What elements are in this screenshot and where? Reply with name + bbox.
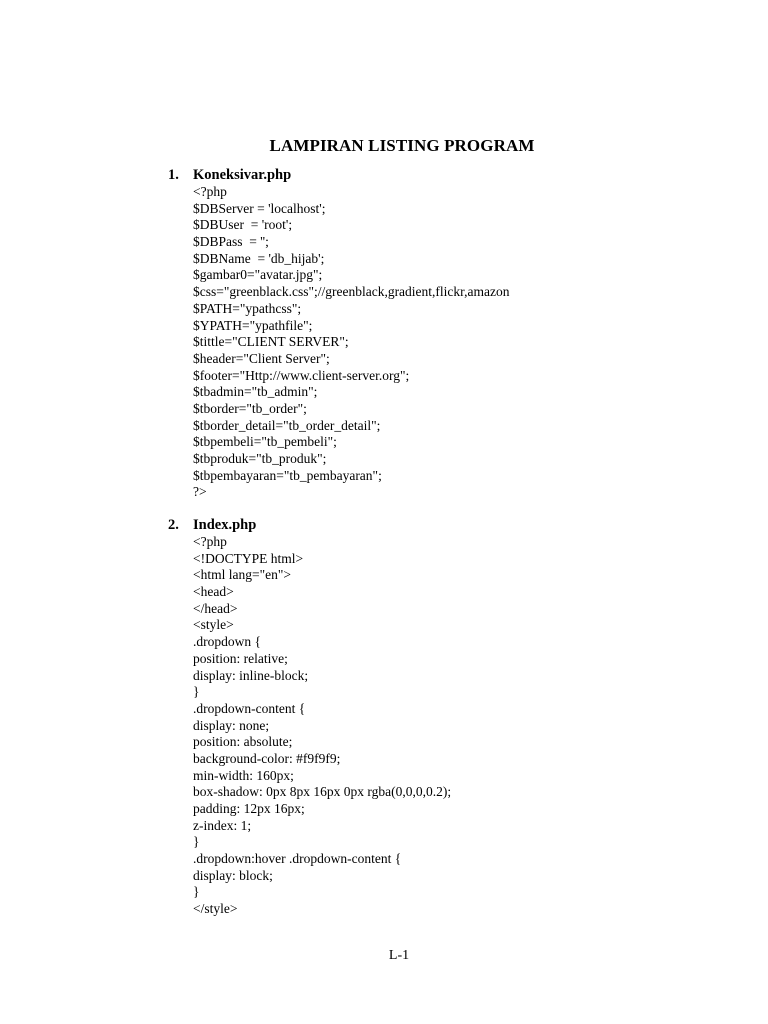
code-line: $footer="Http://www.client-server.org"; (193, 367, 410, 383)
code-line: position: absolute; (193, 734, 293, 750)
code-listing (168, 184, 728, 501)
code-line: $tbproduk="tb_produk"; (193, 451, 327, 466)
code-line: $DBPass = ''; (193, 234, 269, 250)
code-line: .dropdown { (193, 634, 261, 650)
section-heading (168, 167, 728, 184)
code-line: } (193, 884, 200, 900)
section-heading (168, 517, 728, 534)
code-line: $DBUser = 'root'; (193, 217, 293, 233)
code-line: .dropdown:hover .dropdown-content { (193, 851, 402, 867)
section-koneksivar (168, 167, 728, 501)
code-line: position: relative; (193, 650, 288, 666)
code-line: } (193, 834, 200, 850)
section-index (168, 517, 728, 918)
code-line: display: block; (193, 867, 273, 883)
section-number: 1. (168, 167, 179, 183)
code-line: display: none; (193, 717, 270, 733)
code-line: </style> (193, 901, 238, 917)
code-line: } (193, 684, 200, 700)
page-number: L-1 (388, 948, 410, 963)
code-line: <html lang="en"> (193, 567, 291, 583)
code-line: $tborder_detail="tb_order_detail"; (193, 417, 381, 433)
code-line: $tborder="tb_order"; (193, 400, 307, 416)
code-line: <style> (193, 617, 234, 633)
code-line: $css="greenblack.css";//greenblack,gradient,flickr,amazon (193, 284, 510, 300)
code-line: <!DOCTYPE html> (193, 550, 304, 566)
code-line: $PATH="ypathcss"; (193, 300, 302, 316)
code-line: $header="Client Server"; (193, 350, 330, 366)
code-line: $tbpembayaran="tb_pembayaran"; (193, 467, 382, 483)
code-line: $DBName = 'db_hijab'; (193, 250, 325, 266)
code-line: ?> (193, 484, 207, 500)
section-title: Koneksivar.php (193, 167, 292, 183)
code-line: z-index: 1; (193, 817, 252, 833)
code-line: $YPATH="ypathfile"; (193, 317, 313, 333)
page-title: LAMPIRAN LISTING PROGRAM (269, 136, 535, 155)
code-line: $DBServer = 'localhost'; (193, 200, 326, 216)
code-line: </head> (193, 600, 238, 616)
code-listing (168, 534, 728, 918)
code-line: padding: 12px 16px; (193, 801, 305, 816)
code-line: display: inline-block; (193, 667, 309, 683)
code-line: $tittle="CLIENT SERVER"; (193, 334, 349, 350)
code-line: <?php (193, 534, 227, 549)
code-line: min-width: 160px; (193, 767, 294, 783)
code-line: .dropdown-content { (193, 700, 306, 716)
section-title: Index.php (193, 517, 257, 533)
section-number: 2. (168, 517, 179, 533)
code-line: background-color: #f9f9f9; (193, 750, 341, 766)
code-line: box-shadow: 0px 8px 16px 0px rgba(0,0,0,0.2); (193, 784, 452, 800)
code-line: $tbadmin="tb_admin"; (193, 384, 318, 400)
code-line: $tbpembeli="tb_pembeli"; (193, 434, 337, 450)
code-line: $gambar0="avatar.jpg"; (193, 267, 323, 283)
code-line: <head> (193, 584, 234, 600)
code-line: <?php (193, 184, 227, 199)
